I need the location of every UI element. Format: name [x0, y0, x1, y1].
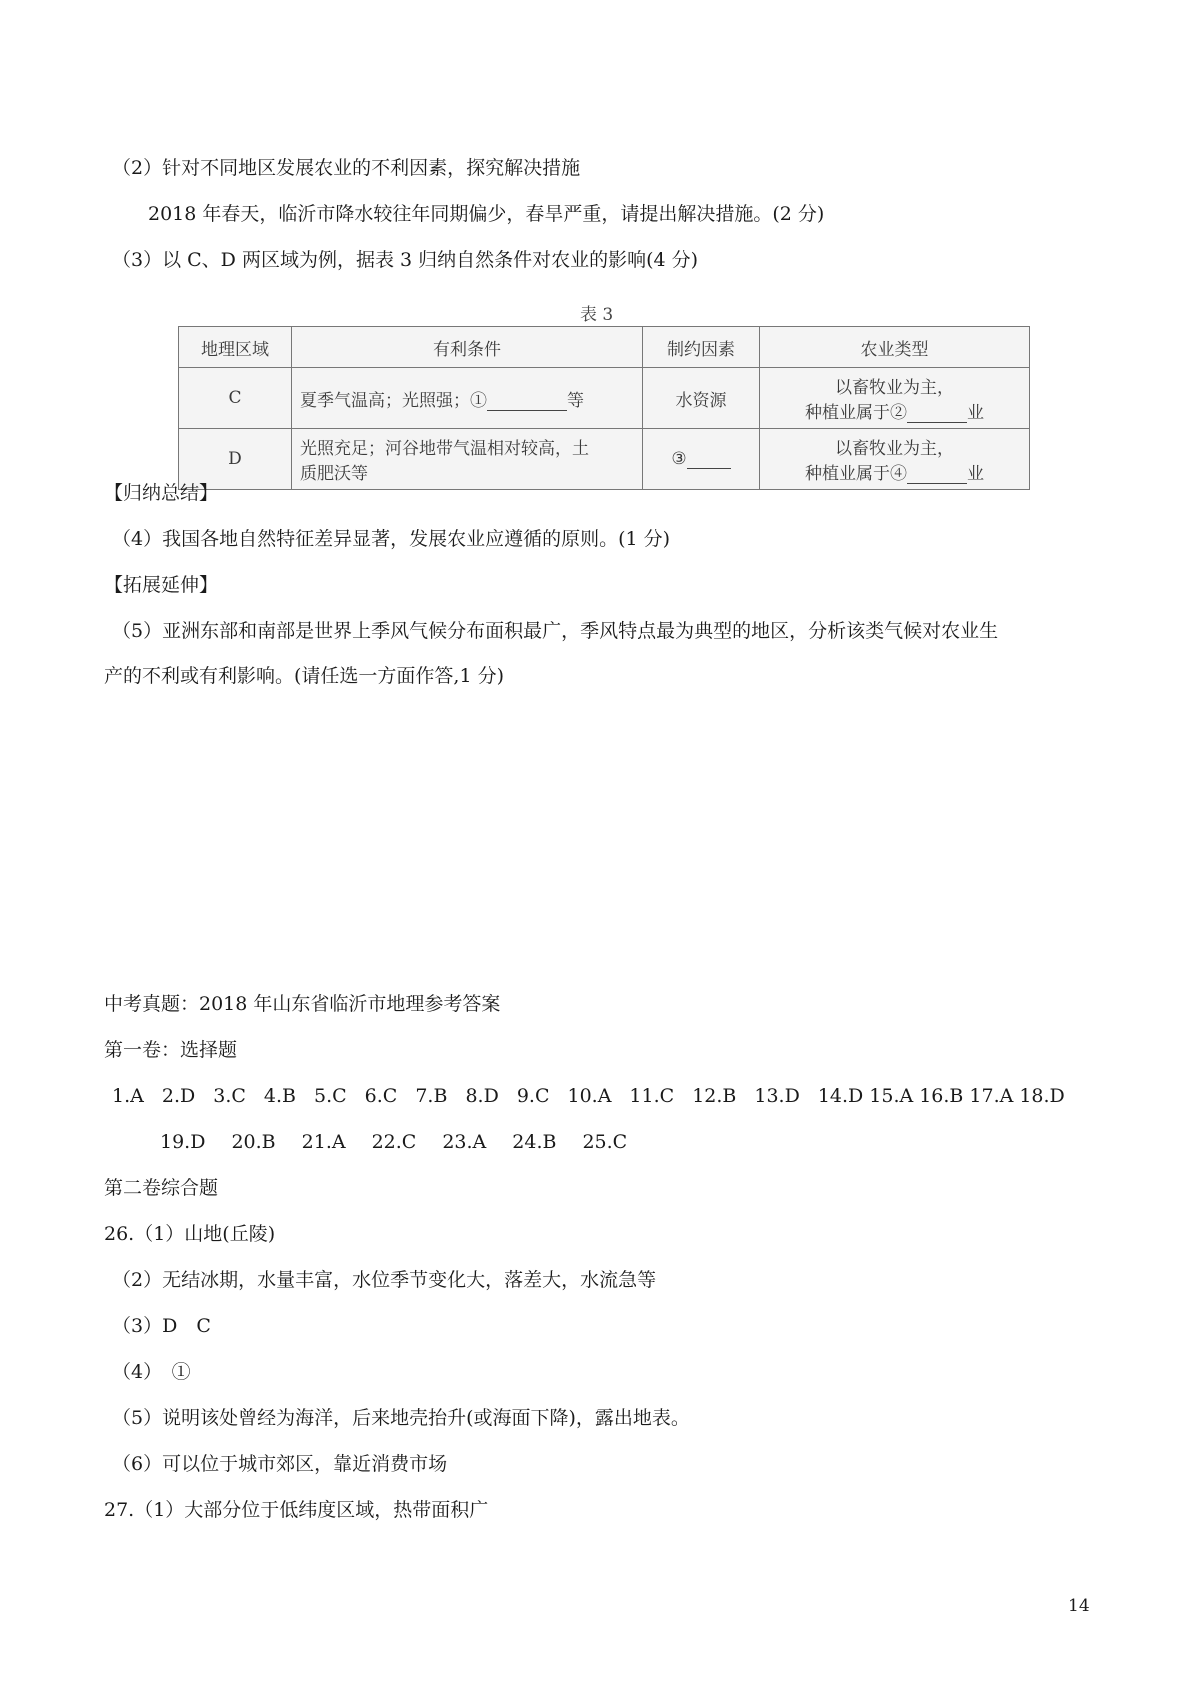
- answer-26-4: （4） ①: [112, 1361, 191, 1383]
- choice-answer: 7.B: [415, 1085, 448, 1107]
- summary-heading: 【归纳总结】: [104, 482, 219, 504]
- choice-answers-row2: [160, 1129, 653, 1155]
- cell-text: 夏季气温高；光照强；①: [300, 390, 487, 411]
- choice-answer: 17.A: [969, 1085, 1014, 1107]
- table-row: [179, 368, 1030, 429]
- cell-text: 业: [967, 464, 984, 484]
- choice-answer: 8.D: [465, 1085, 499, 1107]
- answer-26-2: （2）无结冰期，水量丰富，水位季节变化大，落差大，水流急等: [112, 1269, 657, 1291]
- table3-caption: 表 3: [580, 305, 614, 325]
- table-cell-type: [760, 429, 1030, 490]
- choice-answer: 2.D: [161, 1085, 196, 1107]
- choice-answer: 24.B: [512, 1131, 557, 1153]
- table-header: 地理区域: [179, 327, 292, 368]
- choice-answer: 1.A: [112, 1085, 144, 1107]
- cell-text: 光照充足；河谷地带气温相对较高，土: [300, 439, 589, 459]
- table-header: 农业类型: [760, 327, 1030, 368]
- choice-answer: 16.B: [919, 1085, 964, 1107]
- table-header: 制约因素: [643, 327, 760, 368]
- fill-blank: [907, 483, 967, 484]
- choice-answer: 5.C: [314, 1085, 347, 1107]
- choice-answer: 22.C: [371, 1131, 417, 1153]
- choice-answer: 19.D: [160, 1131, 206, 1153]
- section1-heading: 第一卷：选择题: [104, 1039, 238, 1061]
- q2-title: （2）针对不同地区发展农业的不利因素，探究解决措施: [112, 157, 581, 179]
- table3: [178, 326, 1030, 490]
- choice-answer: 20.B: [231, 1131, 276, 1153]
- table-cell-constraint: [643, 429, 760, 490]
- fill-blank: [687, 468, 731, 469]
- choice-answer: 23.A: [442, 1131, 487, 1153]
- fill-blank: [907, 422, 967, 423]
- choice-answers-row1: [112, 1083, 1065, 1109]
- answer-key-title: 中考真题：2018 年山东省临沂市地理参考答案: [104, 993, 501, 1015]
- q5-line1: （5）亚洲东部和南部是世界上季风气候分布面积最广，季风特点最为典型的地区，分析该类气候对农业生: [112, 620, 999, 642]
- choice-answer: 3.C: [213, 1085, 246, 1107]
- choice-answer: 21.A: [301, 1131, 346, 1153]
- choice-answer: 10.A: [567, 1085, 612, 1107]
- cell-text: 以畜牧业为主，: [835, 378, 954, 398]
- answer-26-6: （6）可以位于城市郊区，靠近消费市场: [112, 1453, 448, 1475]
- table-header: 有利条件: [292, 327, 643, 368]
- cell-text: 质肥沃等: [300, 464, 368, 484]
- choice-answer: 9.C: [516, 1085, 550, 1107]
- answer-26-1: 26.（1）山地(丘陵): [104, 1223, 276, 1245]
- table-header-row: [179, 327, 1030, 368]
- choice-answer: 25.C: [582, 1131, 628, 1153]
- choice-answer: 15.A: [869, 1085, 914, 1107]
- table-cell-region: D: [179, 429, 292, 490]
- table-cell-type: [760, 368, 1030, 429]
- q2-body: 2018 年春天，临沂市降水较往年同期偏少，春旱严重，请提出解决措施。(2 分): [148, 203, 825, 225]
- answer-26-3: （3）D C: [112, 1315, 211, 1337]
- choice-answer: 4.B: [263, 1085, 296, 1107]
- q4: （4）我国各地自然特征差异显著，发展农业应遵循的原则。(1 分): [112, 528, 671, 550]
- choice-answer: 6.C: [364, 1085, 398, 1107]
- cell-text: ③: [671, 449, 687, 469]
- page-number: 14: [1068, 1596, 1090, 1616]
- cell-text: 种植业属于④: [805, 464, 907, 484]
- table-cell-constraint: 水资源: [643, 368, 760, 429]
- choice-answer: 18.D: [1019, 1085, 1065, 1107]
- q5-line2: 产的不利或有利影响。(请任选一方面作答,1 分): [104, 665, 504, 687]
- choice-answer: 12.B: [692, 1085, 737, 1107]
- cell-text: 以畜牧业为主，: [835, 439, 954, 459]
- answer-26-5: （5）说明该处曾经为海洋，后来地壳抬升(或海面下降)，露出地表。: [112, 1407, 690, 1429]
- q3-title: （3）以 C、D 两区域为例，据表 3 归纳自然条件对农业的影响(4 分): [112, 249, 699, 271]
- table-cell-favorable: [292, 368, 643, 429]
- table-row: [179, 429, 1030, 490]
- extension-heading: 【拓展延伸】: [104, 574, 219, 596]
- table-cell-favorable: [292, 429, 643, 490]
- answer-27-1: 27.（1）大部分位于低纬度区域，热带面积广: [104, 1499, 489, 1521]
- fill-blank: [487, 410, 567, 411]
- section2-heading: 第二卷综合题: [104, 1177, 219, 1199]
- table-cell-region: C: [179, 368, 292, 429]
- choice-answer: 11.C: [629, 1085, 675, 1107]
- cell-text: 业: [967, 403, 984, 423]
- choice-answer: 13.D: [754, 1085, 800, 1107]
- cell-text: 等: [567, 390, 584, 411]
- choice-answer: 14.D: [817, 1085, 864, 1107]
- cell-text: 种植业属于②: [805, 403, 907, 423]
